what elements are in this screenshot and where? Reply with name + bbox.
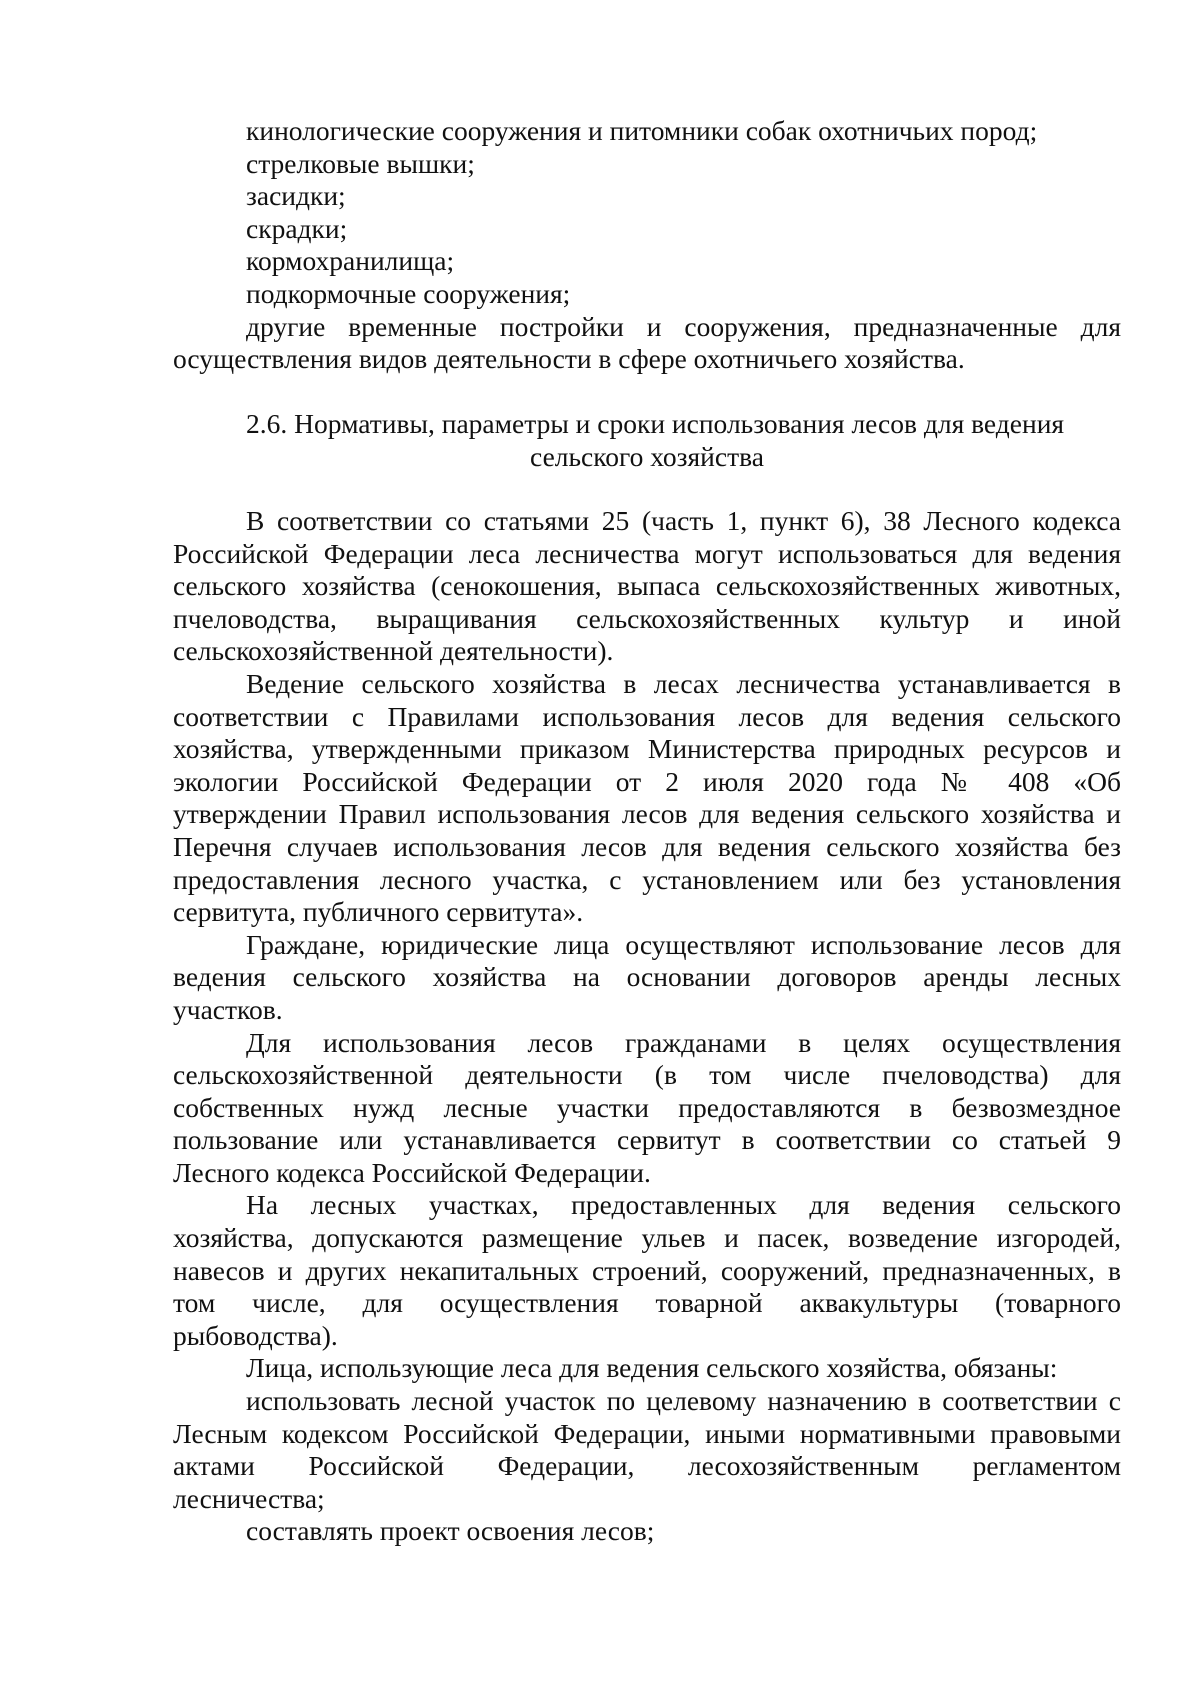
paragraph-line: составлять проект освоения лесов; [246, 1515, 655, 1547]
paragraph-line: Перечня случаев использования лесов для ведения сельского хозяйства без [173, 830, 1121, 862]
paragraph-line: сельского хозяйства (сенокошения, выпаса сельскохозяйственных животных, [173, 570, 1121, 602]
paragraph-line: другие временные постройки и сооружения, предназначенные для [246, 310, 1121, 342]
paragraph-line: утверждении Правил использования лесов для ведения сельского хозяйства и [173, 798, 1121, 830]
paragraph-line: Ведение сельского хозяйства в лесах лесничества устанавливается в [246, 667, 1121, 699]
paragraph-line: рыбоводства). [173, 1319, 338, 1351]
paragraph-line: ведения сельского хозяйства на основании договоров аренды лесных [173, 961, 1121, 993]
list-item: засидки; [246, 180, 346, 212]
paragraph-line: использовать лесной участок по целевому назначению в соответствии с [246, 1385, 1121, 1417]
paragraph-line: том числе, для осуществления товарной аквакультуры (товарного [173, 1287, 1121, 1319]
list-item: стрелковые вышки; [246, 147, 475, 179]
paragraph-line: Граждане, юридические лица осуществляют использование лесов для [246, 928, 1121, 960]
paragraph-line: В соответствии со статьями 25 (часть 1, пункт 6), 38 Лесного кодекса [246, 505, 1121, 536]
section-heading [173, 408, 1121, 473]
paragraph-line: пчеловодства, выращивания сельскохозяйственных культур и иной [173, 602, 1121, 634]
paragraph-line: хозяйства, допускаются размещение ульев и пасек, возведение изгородей, [173, 1222, 1121, 1254]
list-item: кинологические сооружения и питомники собак охотничьих пород; [246, 115, 1038, 146]
paragraph-line: сервитута, публичного сервитута». [173, 896, 584, 928]
paragraph-line: пользование или устанавливается сервитут в соответствии со статьей 9 [173, 1124, 1121, 1156]
paragraph-line: хозяйства, утвержденными приказом Министерства природных ресурсов и [173, 733, 1121, 765]
paragraph-line: Для использования лесов гражданами в целях осуществления [246, 1026, 1121, 1058]
list-item: подкормочные сооружения; [246, 277, 571, 309]
paragraph-line: предоставления лесного участка, с установлением или без установления [173, 863, 1121, 895]
list-structures [173, 115, 1121, 376]
paragraph-line: экологии Российской Федерации от 2 июля 2020 года № 408 «Об [173, 765, 1121, 797]
paragraph-line: Российской Федерации леса лесничества могут использоваться для ведения [173, 537, 1121, 569]
paragraph-line: участков. [173, 993, 283, 1025]
heading-line: сельского хозяйства [530, 440, 764, 472]
paragraph-line: лесничества; [173, 1482, 325, 1514]
list-item: кормохранилища; [246, 245, 455, 277]
paragraph-line: навесов и других некапитальных строений, сооружений, предназначенных, в [173, 1254, 1121, 1286]
paragraph-line: На лесных участках, предоставленных для ведения сельского [246, 1189, 1121, 1221]
list-item: скрадки; [246, 212, 348, 244]
paragraph-line: сельскохозяйственной деятельности). [173, 635, 614, 667]
paragraph-line: Лесного кодекса Российской Федерации. [173, 1156, 651, 1188]
heading-line: 2.6. Нормативы, параметры и сроки использования лесов для ведения [246, 408, 1065, 439]
paragraph-line: соответствии с Правилами использования лесов для ведения сельского [173, 700, 1121, 732]
paragraph-line: актами Российской Федерации, лесохозяйственным регламентом [173, 1450, 1121, 1482]
paragraph-line: Лица, использующие леса для ведения сельского хозяйства, обязаны: [246, 1352, 1058, 1384]
paragraph-line: собственных нужд лесные участки предоставляются в безвозмездное [173, 1091, 1121, 1123]
paragraph-line: сельскохозяйственной деятельности (в том числе пчеловодства) для [173, 1059, 1121, 1091]
paragraph-line: Лесным кодексом Российской Федерации, иными нормативными правовыми [173, 1417, 1121, 1449]
section-body [173, 505, 1121, 1548]
paragraph-line: осуществления видов деятельности в сфере охотничьего хозяйства. [173, 343, 965, 375]
